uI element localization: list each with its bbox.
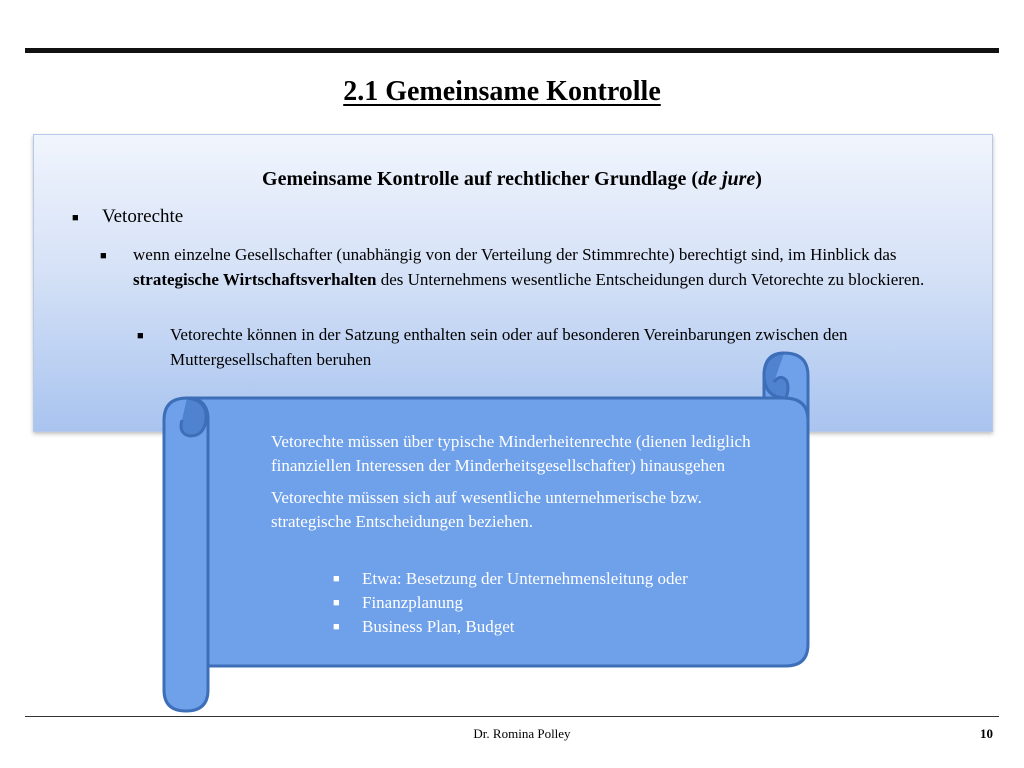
bottom-rule xyxy=(25,716,999,717)
bullet-square-icon: ■ xyxy=(333,597,340,609)
footer-author: Dr. Romina Polley xyxy=(473,726,571,741)
bullet-square-icon: ■ xyxy=(137,330,144,342)
bullet-label: Vetorechte xyxy=(102,206,184,227)
list-item-text: Etwa: Besetzung der Unternehmensleitung oder xyxy=(362,569,688,588)
list-item xyxy=(333,567,688,591)
bullet-text-bold: strategische Wirtschaftsverhalten xyxy=(133,270,377,289)
list-item xyxy=(333,615,688,639)
bullet-text: Vetorechte können in der Satzung enthalten sein oder auf besonderen Vereinbarungen zwischen den Muttergesellschaften beruhen xyxy=(170,325,848,369)
scroll-text xyxy=(271,430,781,542)
scroll-list xyxy=(333,567,688,639)
list-item-text: Business Plan, Budget xyxy=(362,617,515,636)
scroll-left-roll xyxy=(164,398,208,711)
bullet-text-pre: wenn einzelne Gesellschafter (unabhängig von der Verteilung der Stimmrechte) berechtigt sind, im Hinblick das xyxy=(133,245,897,264)
scroll-paragraph-1: Vetorechte müssen über typische Minderheitenrechte (dienen lediglich finanziellen Interessen der Minderheitsgesellschafter) hinausgehen xyxy=(271,432,751,475)
heading-end: ) xyxy=(755,168,762,190)
bullet-square-icon: ■ xyxy=(333,573,340,585)
bullet-square-icon: ■ xyxy=(100,250,107,262)
page-number: 10 xyxy=(980,726,993,741)
bullet-square-icon: ■ xyxy=(72,212,79,224)
scroll-paragraph-2: Vetorechte müssen sich auf wesentliche unternehmerische bzw. strategische Entscheidungen beziehen. xyxy=(271,488,702,531)
bullet-text-post: des Unternehmens wesentliche Entscheidungen durch Vetorechte zu blockieren. xyxy=(376,270,925,289)
heading-italic: de jure xyxy=(698,168,756,190)
heading-text: Gemeinsame Kontrolle auf rechtlicher Grundlage ( xyxy=(262,168,699,190)
list-item xyxy=(333,591,688,615)
slide-title: 2.1 Gemeinsame Kontrolle xyxy=(343,76,661,107)
list-item-text: Finanzplanung xyxy=(362,593,464,612)
bullet-square-icon: ■ xyxy=(333,621,340,633)
